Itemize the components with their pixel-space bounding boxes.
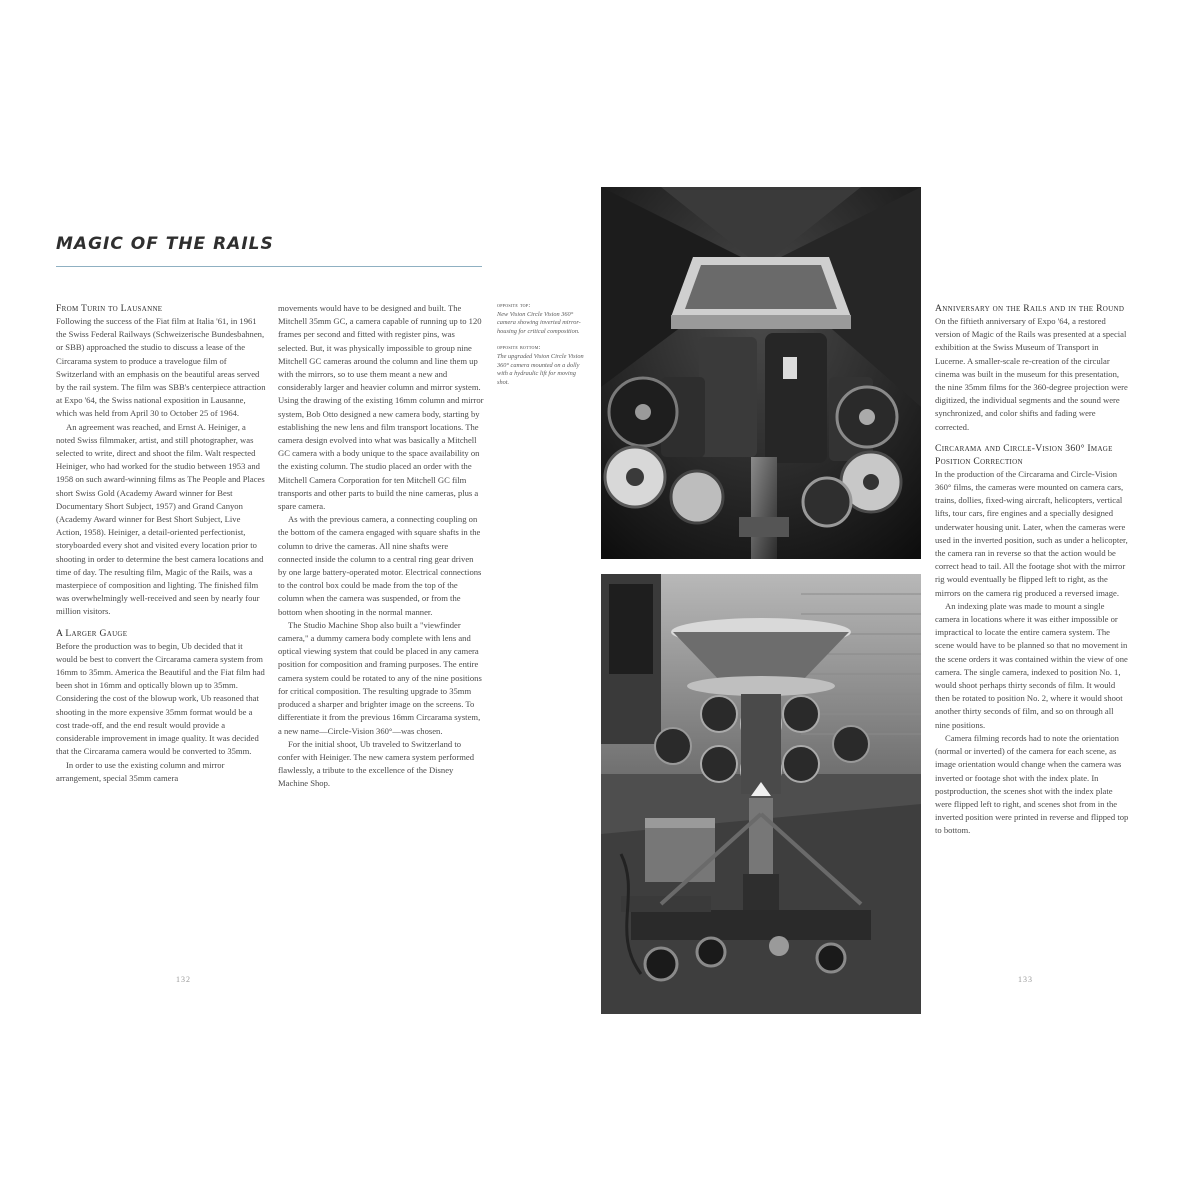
page-number-left: 132 [176,975,191,984]
col3-paragraph: In the production of the Circarama and Circle-Vision 360° films, the cameras were mounted on camera cars, trains, dollies, fixed-wing aircraft, helicopters, vertical lifts, tour cars, fire engines and a specially designed underwater housing unit. Later, when the cameras were used in the inverted position, such as under a helicopter, the camera ran in reverse so that the action would be correct head to tail. All the footage shot with the mirror rig would eventually be flipped left to right, as the mirrors on the camera rig produced a reversed image. [935,468,1128,598]
col1-paragraph: In order to use the existing column and mirror arrangement, special 35mm camera [56,759,225,783]
col1-paragraph: An agreement was reached, and Ernst A. Heiniger, a noted Swiss filmmaker, artist, and still photographer, was selected to write, direct and shoot the film. Walt respected Heiniger, who had worked for the studio between 1953 and 1958 on such award-winning films as The People and Places short Swiss Gold (Academy Award winner for Best Documentary Short Subject, 1957) and Grand Canyon (Academy Award winner for Best Short Subject, Live Action, 1958). Heiniger, a detail-oriented perfectionist, storyboarded every shot and visited every location prior to shooting in order to determine the best camera locations and time of day. The resulting film, Magic of the Rails, was a masterpiece of composition and lighting. The finished film was overwhelmingly well-received and seen by nearly four million visitors. [56,421,265,617]
col3-spacer [935,434,1129,442]
camera-rig-photo-bottom [601,574,921,1014]
col2-paragraph: movements would have to be designed and built. The Mitchell 35mm GC, a camera capable of running up to 120 frames per second and fitted with register pins, was selected. But, it was physically impossible to group nine Mitchell GC cameras around the column and line them up with the mirrors, so to use them meant a new and considerably larger and heavier column and mirror system. Using the drawing of the existing 16mm column and mirror system, Bob Otto designed a new camera body, starting by establishing the new lens and film transport locations. The camera design evolved into what was basically a Mitchell GC camera with a body unique to the space availability on the existing column. The studio placed an order with the Mitchell Camera Corporation for ten Mitchell GC film transports and other parts to build the nine cameras, plus a spare camera. [278,303,484,512]
caption-top-text: New Vision Circle Vision 360° camera showing inverted mirror-housing for critical composition. [497,310,581,335]
text-column-1 [56,302,266,922]
col1-subheading: A Larger Gauge [56,627,128,639]
col3-paragraph: On the fiftieth anniversary of Expo '64, a restored version of Magic of the Rails was presented at a special exhibition at the Swiss Museum of Transport in Lucerne. A smaller-scale re-creation of the circular cinema was built in the museum for this presentation, the nine 35mm films for the 360-degree projection were digitized, the individual segments and the sound were synchronized, and color shifts and fading were corrected. [935,316,1128,432]
page-title: MAGIC OF THE RAILS [56,234,274,254]
col3-paragraph: Camera filming records had to note the orientation (normal or inverted) of the camera for each scene, as image orientation would change when the camera was inverted or footage shot with the index plate. In postproduction, the scenes shot with the index plate were flipped left to right, and scenes shot from in the inverted position were printed in reverse and flipped top to bottom. [935,732,1129,836]
title-rule [56,266,482,267]
col1-paragraph: Before the production was to begin, Ub decided that it would be best to convert the Circarama camera system from 16mm to 35mm. America the Beautiful and the Fiat film had been shot in 16mm and optically blown up to 35mm. Considering the cost of the blowup work, Ub reasoned that shooting in the more expensive 35mm format would be a cost trade-off, and the end result would provide a considerable improvement in image quality. It was decided that the Circarama camera would be converted to 35mm. [56,640,265,757]
col3-paragraph: An indexing plate was made to mount a single camera in locations where it was either impossible or impractical to locate the entire camera system. The scene would have to be planned so that no movement in the scene orders it was contained within the view of one camera. The single camera, indexed to position No. 1, would shoot perhaps thirty seconds of film. It would then be rotated to position No. 2, where it would shoot another thirty seconds of film, and so on through all nine positions. [935,600,1128,730]
col2-paragraph: As with the previous camera, a connecting coupling on the bottom of the camera engaged with square shafts in the column to drive the cameras. All nine shafts were connected inside the column to a central ring gear driven by one large battery-operated motor. Electrical connections to the control box could be made from the top of the column when the camera was suspended, or from the bottom when shooting in the normal manner. [278,514,482,617]
caption-top-lead: opposite top: [497,302,531,309]
camera-rig-photo-top [601,187,921,559]
col1-spacer [56,619,266,627]
text-column-3 [935,302,1129,952]
caption-bottom-text: The upgraded Vision Circle Vision 360° camera mounted on a dolly with a hydraulic lift for moving shot. [497,352,584,386]
col2-paragraph: For the initial shoot, Ub traveled to Switzerland to confer with Heiniger. The new camera system performed flawlessly, a tribute to the excellence of the Disney Machine Shop. [278,738,474,789]
page-number-right: 133 [1018,975,1033,984]
col3-subheading: Anniversary on the Rails and in the Round [935,303,1125,314]
col3-subheading: Circarama and Circle-Vision 360° Image Position Correction [935,442,1113,467]
col1-paragraph: Following the success of the Fiat film at Italia '61, in 1961 the Swiss Federal Railways (Schweizerische Bundesbahnen, or SBB) approached the studio to discuss a lease of the Circarama system to produce a travelogue film of Switzerland with an emphasis on the beautiful areas served by the rail system. The film was SBB's centerpiece attraction at Expo '64, the Swiss national exposition in Lausanne, which was held from April 30 to October 25 of 1964. [56,316,266,419]
photo-captions [497,302,589,395]
col1-subheading: From Turin to Lausanne [56,303,163,314]
caption-bottom-lead: opposite bottom: [497,344,541,352]
col2-paragraph: The Studio Machine Shop also built a "viewfinder camera," a dummy camera body complete with lens and optical viewing system that could be placed in any camera position for composition and framing purposes. The entire camera system could be rotated to any of the nine positions for critical composition. The resulting upgrade to 35mm produced a sharper and brighter image on the screens. To differentiate it from the previous 16mm Circarama system, a new name—Circle-Vision 360°—was chosen. [278,619,482,736]
text-column-2 [278,302,484,942]
